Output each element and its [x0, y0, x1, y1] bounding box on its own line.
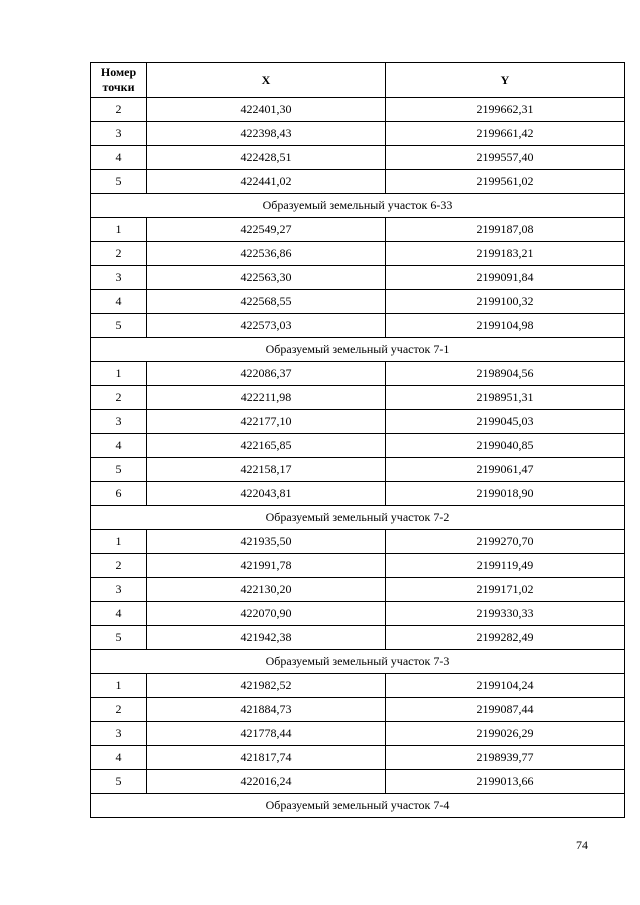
- table-row: [91, 386, 625, 410]
- y-cell: 2199045,03: [386, 410, 625, 434]
- point-number-cell: 1: [91, 530, 147, 554]
- x-cell: 421884,73: [147, 698, 386, 722]
- x-cell: 422211,98: [147, 386, 386, 410]
- x-cell: 422401,30: [147, 98, 386, 122]
- y-cell: 2199026,29: [386, 722, 625, 746]
- y-cell: 2199104,24: [386, 674, 625, 698]
- x-cell: 422043,81: [147, 482, 386, 506]
- section-title-row: [91, 650, 625, 674]
- point-number-cell: 4: [91, 146, 147, 170]
- x-cell: 422563,30: [147, 266, 386, 290]
- y-cell: 2199187,08: [386, 218, 625, 242]
- table-row: [91, 554, 625, 578]
- point-number-cell: 3: [91, 266, 147, 290]
- table-row: [91, 410, 625, 434]
- table-row: [91, 698, 625, 722]
- y-cell: 2199040,85: [386, 434, 625, 458]
- point-number-cell: 5: [91, 626, 147, 650]
- table-row: [91, 122, 625, 146]
- section-title-row: [91, 506, 625, 530]
- y-cell: 2198939,77: [386, 746, 625, 770]
- y-cell: 2199087,44: [386, 698, 625, 722]
- y-cell: 2198904,56: [386, 362, 625, 386]
- point-number-cell: 2: [91, 242, 147, 266]
- y-cell: 2199661,42: [386, 122, 625, 146]
- y-cell: 2199171,02: [386, 578, 625, 602]
- y-cell: 2199270,70: [386, 530, 625, 554]
- point-number-cell: 1: [91, 362, 147, 386]
- table-row: [91, 722, 625, 746]
- x-cell: 422441,02: [147, 170, 386, 194]
- section-title-row: [91, 794, 625, 818]
- y-cell: 2199091,84: [386, 266, 625, 290]
- point-number-cell: 3: [91, 410, 147, 434]
- point-number-cell: 2: [91, 386, 147, 410]
- x-cell: 422070,90: [147, 602, 386, 626]
- section-title: Образуемый земельный участок 7-3: [91, 650, 625, 674]
- x-cell: 422130,20: [147, 578, 386, 602]
- coordinates-table: [90, 62, 625, 818]
- table-row: [91, 578, 625, 602]
- table-row: [91, 482, 625, 506]
- point-number-cell: 3: [91, 122, 147, 146]
- point-number-cell: 2: [91, 554, 147, 578]
- section-title: Образуемый земельный участок 7-1: [91, 338, 625, 362]
- table-row: [91, 290, 625, 314]
- point-number-cell: 5: [91, 170, 147, 194]
- point-number-cell: 1: [91, 674, 147, 698]
- x-cell: 422568,55: [147, 290, 386, 314]
- table-row: [91, 266, 625, 290]
- table-row: [91, 434, 625, 458]
- y-cell: 2199018,90: [386, 482, 625, 506]
- y-cell: 2199330,33: [386, 602, 625, 626]
- x-cell: 422573,03: [147, 314, 386, 338]
- point-number-cell: 5: [91, 770, 147, 794]
- y-cell: 2199013,66: [386, 770, 625, 794]
- table-row: [91, 530, 625, 554]
- table-row: [91, 746, 625, 770]
- point-number-cell: 5: [91, 458, 147, 482]
- x-cell: 422536,86: [147, 242, 386, 266]
- table-row: [91, 602, 625, 626]
- point-number-cell: 2: [91, 698, 147, 722]
- table-row: [91, 242, 625, 266]
- point-number-cell: 3: [91, 722, 147, 746]
- x-cell: 421942,38: [147, 626, 386, 650]
- y-cell: 2199183,21: [386, 242, 625, 266]
- x-cell: 421778,44: [147, 722, 386, 746]
- y-cell: 2199061,47: [386, 458, 625, 482]
- y-cell: 2199662,31: [386, 98, 625, 122]
- x-cell: 422086,37: [147, 362, 386, 386]
- point-number-cell: 4: [91, 602, 147, 626]
- point-number-cell: 4: [91, 434, 147, 458]
- y-cell: 2199557,40: [386, 146, 625, 170]
- x-cell: 422398,43: [147, 122, 386, 146]
- x-cell: 422549,27: [147, 218, 386, 242]
- point-number-cell: 4: [91, 746, 147, 770]
- table-row: [91, 314, 625, 338]
- section-title: Образуемый земельный участок 6-33: [91, 194, 625, 218]
- y-cell: 2199561,02: [386, 170, 625, 194]
- y-cell: 2199104,98: [386, 314, 625, 338]
- header-y: Y: [386, 63, 625, 98]
- section-title-row: [91, 194, 625, 218]
- table-row: [91, 674, 625, 698]
- header-x: X: [147, 63, 386, 98]
- x-cell: 422158,17: [147, 458, 386, 482]
- point-number-cell: 5: [91, 314, 147, 338]
- table-row: [91, 98, 625, 122]
- table-row: [91, 458, 625, 482]
- section-title: Образуемый земельный участок 7-4: [91, 794, 625, 818]
- section-title-row: [91, 338, 625, 362]
- y-cell: 2199119,49: [386, 554, 625, 578]
- x-cell: 421817,74: [147, 746, 386, 770]
- x-cell: 421991,78: [147, 554, 386, 578]
- y-cell: 2198951,31: [386, 386, 625, 410]
- point-number-cell: 4: [91, 290, 147, 314]
- table-row: [91, 218, 625, 242]
- point-number-cell: 1: [91, 218, 147, 242]
- point-number-cell: 2: [91, 98, 147, 122]
- x-cell: 421982,52: [147, 674, 386, 698]
- point-number-cell: 3: [91, 578, 147, 602]
- x-cell: 422428,51: [147, 146, 386, 170]
- page-number: 74: [576, 838, 588, 852]
- x-cell: 422177,10: [147, 410, 386, 434]
- header-point-number: Номер точки: [91, 63, 147, 98]
- point-number-cell: 6: [91, 482, 147, 506]
- table-header-row: [91, 63, 625, 98]
- section-title: Образуемый земельный участок 7-2: [91, 506, 625, 530]
- table-row: [91, 146, 625, 170]
- x-cell: 422165,85: [147, 434, 386, 458]
- table-row: [91, 770, 625, 794]
- table-body: [91, 98, 625, 818]
- x-cell: 422016,24: [147, 770, 386, 794]
- x-cell: 421935,50: [147, 530, 386, 554]
- table-row: [91, 626, 625, 650]
- table-row: [91, 170, 625, 194]
- y-cell: 2199282,49: [386, 626, 625, 650]
- y-cell: 2199100,32: [386, 290, 625, 314]
- table-row: [91, 362, 625, 386]
